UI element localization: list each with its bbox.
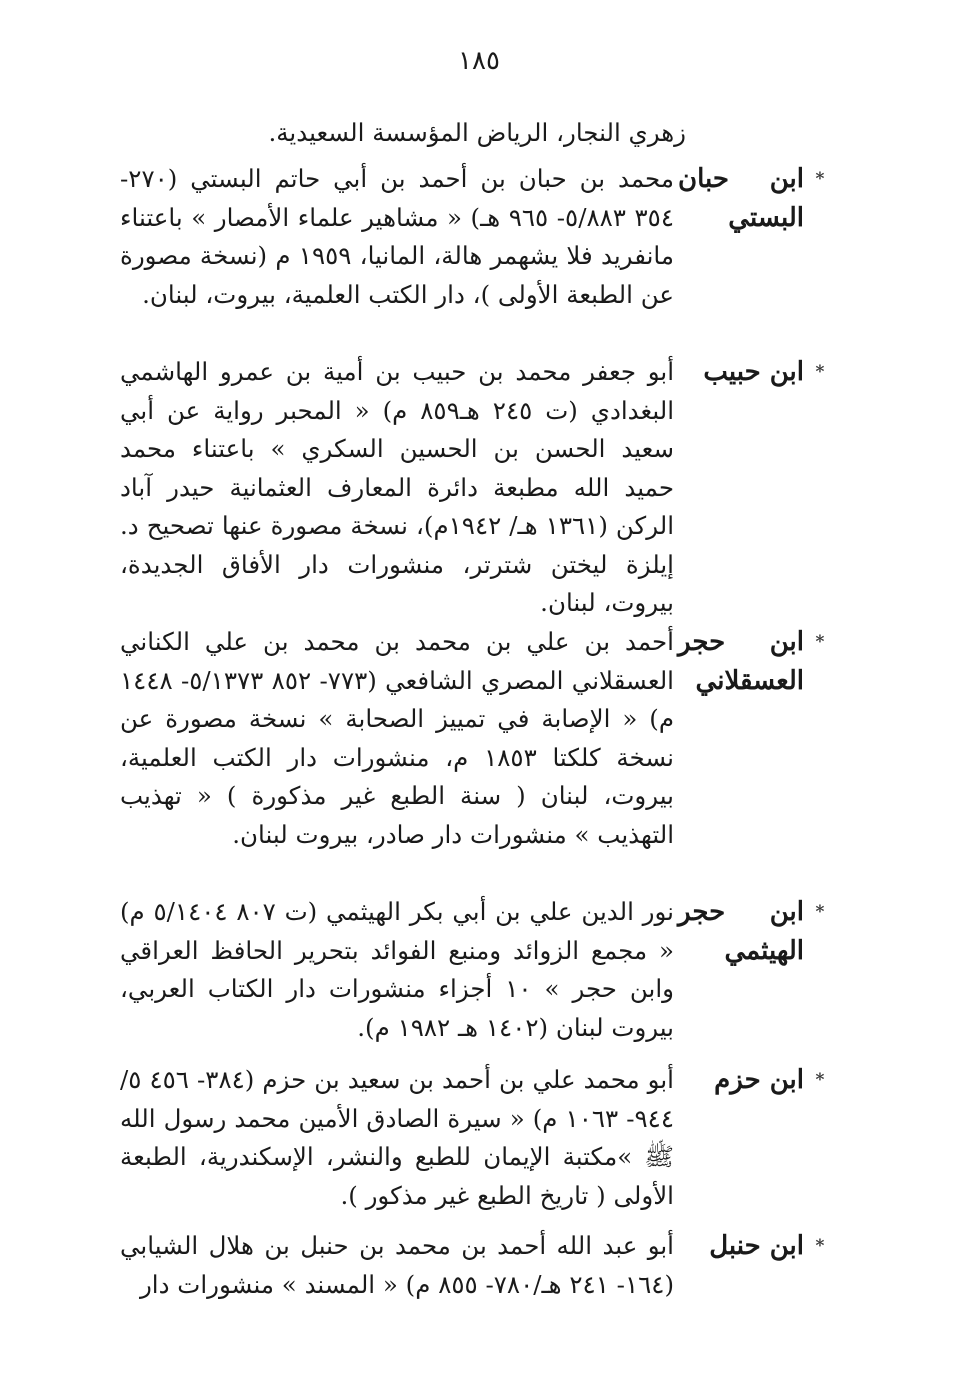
asterisk-icon: * bbox=[815, 1236, 825, 1256]
entry-text: نور الدين علي بن أبي بكر الهيثمي (ت ٨٠٧ ٥/١٤٠٤ م) « مجمع الزوائد ومنبع الفوائد بتحرير الحافظ العراقي وابن حجر » ١٠ أجزاء منشورات دار الكتاب العربي، بيروت لبنان (١٤٠٢ هـ ١٩٨٢ م). bbox=[120, 897, 674, 1042]
entry-name: ابن حبان البستي bbox=[678, 164, 804, 233]
list-item bbox=[0, 1227, 958, 1307]
entry-name: ابن حجر الهيثمي bbox=[678, 897, 804, 966]
entry-text: أبو عبد الله أحمد بن محمد بن حنبل بن هلال الشيابي (١٦٤- ٢٤١ هـ/٧٨٠- ٨٥٥ م) « المسند » منشورات دار bbox=[120, 1231, 674, 1299]
page-number: ١٨٥ bbox=[458, 46, 500, 76]
list-item bbox=[0, 353, 958, 623]
entry-heading bbox=[678, 353, 830, 623]
asterisk-icon: * bbox=[815, 169, 825, 189]
asterisk-icon: * bbox=[815, 362, 825, 382]
entry-text: أحمد بن علي بن محمد بن محمد بن علي الكناني العسقلاني المصري الشافعي (٧٧٣- ٨٥٢ ٥/١٣٧٣- ١٤٤٨ م) « الإصابة في تمييز الصحابة » نسخة مصورة عن نسخة كلكتا ١٨٥٣ م، منشورات دار الكتب العلمية، بيروت، لبنان ( سنة الطبع غير مذكورة ) « تهذيب التهذيب » منشورات دار صادر، بيروت لبنان. bbox=[120, 627, 674, 849]
list-item bbox=[0, 623, 958, 893]
entry-name: ابن حنبل bbox=[709, 1231, 804, 1261]
entry-name: ابن حبيب bbox=[703, 357, 804, 387]
list-item bbox=[0, 160, 958, 353]
entry-text: أبو محمد علي بن أحمد بن سعيد بن حزم (٣٨٤- ٤٥٦ ٥/ ٩٤٤- ١٠٦٣ م) « سيرة الصادق الأمين محمد رسول الله ﷺ »مكتبة الإيمان للطبع والنشر، الإسكندرية، الطبعة الأولى ( تاريخ الطبع غير مذكور ). bbox=[120, 1065, 674, 1210]
entries-list bbox=[0, 160, 958, 1307]
asterisk-icon: * bbox=[815, 902, 825, 922]
entry-name: ابن حجر العسقلاني bbox=[678, 627, 804, 696]
list-item bbox=[0, 893, 958, 1061]
entry-heading bbox=[678, 1061, 830, 1227]
entry-heading bbox=[678, 160, 830, 353]
entry-heading bbox=[678, 623, 830, 893]
entry-heading bbox=[678, 893, 830, 1061]
asterisk-icon: * bbox=[815, 1070, 825, 1090]
list-item bbox=[0, 1061, 958, 1227]
continuation-text: زهري النجار، الرياض المؤسسة السعيدية. bbox=[268, 118, 686, 147]
asterisk-icon: * bbox=[815, 632, 825, 652]
entry-text: أبو جعفر محمد بن حبيب بن أمية بن عمرو الهاشمي البغدادي (ت ٢٤٥ هـ٨٥٩ م) « المحبر رواية عن أبي سعيد الحسن بن الحسين السكري » باعتناء محمد حميد الله مطبعة دائرة المعارف العثمانية حيدر آباد الركن (١٣٦١ هـ/ ١٩٤٢م)، نسخة مصورة عنها تصحيح د. إيلزة ليختن شترتر، منشورات دار الأفاق الجديدة، بيروت، لبنان. bbox=[120, 357, 675, 617]
entry-heading bbox=[678, 1227, 830, 1307]
entry-text: محمد بن حبان بن أحمد بن أبي حاتم البستي (٢٧٠- ٣٥٤ ٥/٨٨٣- ٩٦٥ هـ) « مشاهير علماء الأمصار » باعتناء مانفريد فلا يشهمر هالة، المانيا، ١٩٥٩ م (نسخة مصورة عن الطبعة الأولى )، دار الكتب العلمية، بيروت، لبنان. bbox=[120, 164, 674, 309]
entry-name: ابن حزم bbox=[714, 1065, 804, 1095]
